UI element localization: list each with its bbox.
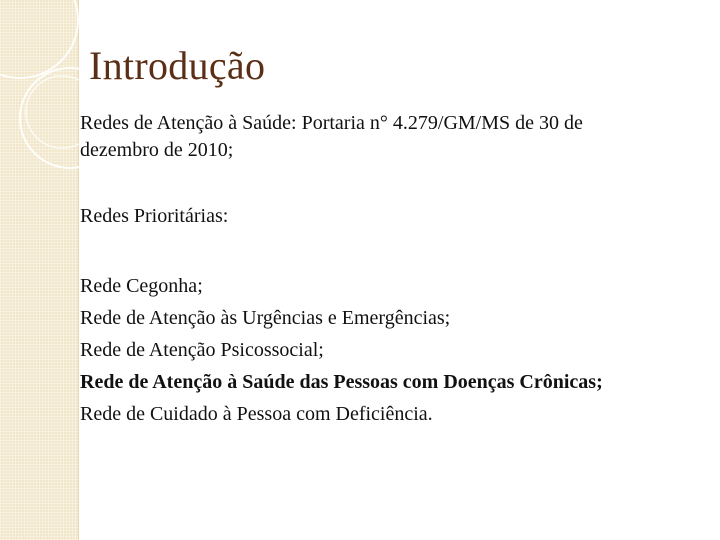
network-item: Rede de Cuidado à Pessoa com Deficiência. [80, 403, 433, 425]
intro-text-line-1: Redes de Atenção à Saúde: Portaria n° 4.279/GM/MS de 30 de [80, 112, 583, 134]
network-item: Rede Cegonha; [80, 275, 203, 297]
slide-title: Introdução [89, 43, 266, 88]
priority-networks-heading: Redes Prioritárias: [80, 205, 229, 227]
network-item-highlighted: Rede de Atenção à Saúde das Pessoas com Doenças Crônicas; [80, 371, 603, 393]
network-item: Rede de Atenção às Urgências e Emergências; [80, 307, 451, 329]
intro-text-line-2: dezembro de 2010; [80, 139, 234, 161]
spacer [80, 230, 705, 270]
spacer [80, 164, 705, 203]
slide-content [80, 110, 705, 430]
network-item: Rede de Atenção Psicossocial; [80, 339, 324, 361]
